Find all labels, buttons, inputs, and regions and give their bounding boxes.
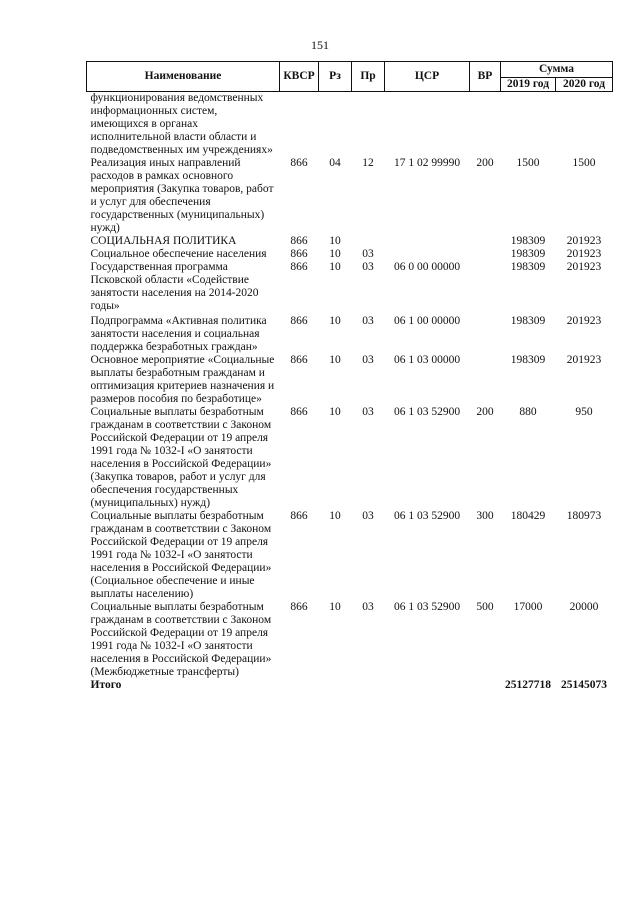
row-sum-2020: 1500	[572, 157, 596, 169]
row-csr	[385, 92, 470, 158]
row-kvsr: 866	[290, 248, 308, 260]
row-pr	[352, 235, 385, 248]
row-kvsr: 866	[290, 157, 308, 169]
row-sum-2019: 198309	[510, 315, 546, 327]
table-row	[87, 601, 613, 679]
total-sum-2020: 25145073	[561, 679, 607, 691]
row-pr: 03	[362, 315, 374, 327]
row-sum-2019	[501, 92, 556, 158]
row-rz: 04	[329, 157, 341, 169]
row-csr: 06 1 03 52900	[393, 406, 461, 418]
row-pr: 03	[362, 354, 374, 366]
row-kvsr	[280, 92, 319, 158]
row-name: функционирования ведомственных информационных систем, имеющихся в органах исполнительной власти области и подведомственных им учреждениях»	[90, 92, 273, 156]
row-kvsr: 866	[290, 354, 308, 366]
row-rz: 10	[329, 235, 341, 247]
row-kvsr: 866	[290, 601, 308, 613]
row-sum-2020: 201923	[566, 235, 602, 247]
table-row	[87, 92, 613, 158]
row-sum-2020: 201923	[566, 248, 602, 260]
table-row	[87, 354, 613, 406]
table-row	[87, 406, 613, 510]
table-row	[87, 315, 613, 354]
row-pr: 03	[362, 261, 374, 273]
row-pr: 03	[362, 510, 374, 522]
row-rz: 10	[329, 601, 341, 613]
header-kvsr: КВСР	[280, 62, 319, 92]
row-vr: 200	[476, 406, 494, 418]
row-sum-2019: 198309	[510, 354, 546, 366]
row-csr: 17 1 02 99990	[393, 157, 461, 169]
row-name: Социальные выплаты безработным гражданам в соответствии с Законом Российской Федерации от 19 апреля 1991 года № 1032-I «О занятости населения в Российской Федерации» (Закупка товаров, работ и услуг для обеспечения государственных (муниципальных) нужд)	[90, 406, 272, 509]
row-kvsr: 866	[290, 235, 308, 247]
row-name: Реализация иных направлений расходов в рамках основного мероприятия (Закупка товаров, работ и услуг для обеспечения государственных (муниципальных) нужд)	[90, 157, 274, 234]
row-kvsr: 866	[290, 315, 308, 327]
row-rz: 10	[329, 315, 341, 327]
header-vr: ВР	[470, 62, 501, 92]
row-vr: 500	[476, 601, 494, 613]
row-sum-2019: 1500	[516, 157, 540, 169]
row-sum-2020	[556, 92, 613, 158]
table-row	[87, 261, 613, 313]
row-pr: 03	[362, 601, 374, 613]
row-sum-2019: 198309	[510, 261, 546, 273]
row-vr	[470, 354, 501, 406]
table-row	[87, 510, 613, 601]
row-name: Социальные выплаты безработным гражданам в соответствии с Законом Российской Федерации от 19 апреля 1991 года № 1032-I «О занятости населения в Российской Федерации» (Межбюджетные трансферты)	[90, 601, 272, 678]
row-rz: 10	[329, 406, 341, 418]
row-sum-2020: 201923	[566, 261, 602, 273]
header-name: Наименование	[87, 62, 280, 92]
table-header	[87, 62, 613, 92]
row-csr	[385, 235, 470, 248]
header-pr: Пр	[352, 62, 385, 92]
table-row	[87, 157, 613, 235]
row-name: Государственная программа Псковской области «Содействие занятости населения на 2014-2020 годы»	[90, 261, 259, 312]
row-pr	[352, 92, 385, 158]
row-sum-2019: 17000	[513, 601, 543, 613]
row-pr: 12	[362, 157, 374, 169]
row-vr: 200	[476, 157, 494, 169]
total-row	[87, 679, 613, 692]
row-rz: 10	[329, 510, 341, 522]
row-sum-2020: 950	[575, 406, 593, 418]
row-sum-2019: 180429	[510, 510, 546, 522]
row-vr	[470, 92, 501, 158]
row-csr: 06 1 03 52900	[393, 510, 461, 522]
row-csr	[385, 248, 470, 261]
row-pr: 03	[362, 406, 374, 418]
row-vr	[470, 248, 501, 261]
row-csr: 06 1 03 52900	[393, 601, 461, 613]
row-kvsr: 866	[290, 406, 308, 418]
header-year-2020: 2020 год	[556, 78, 613, 92]
row-name: Социальное обеспечение населения	[90, 248, 267, 260]
row-vr: 300	[476, 510, 494, 522]
row-name: Основное мероприятие «Социальные выплаты безработным гражданам и оптимизация критериев назначения и размеров пособия по безработице»	[90, 354, 275, 405]
row-sum-2019: 880	[519, 406, 537, 418]
row-csr: 06 1 03 00000	[393, 354, 461, 366]
row-csr: 06 0 00 00000	[393, 261, 461, 273]
row-rz: 10	[329, 261, 341, 273]
header-rz: Рз	[319, 62, 352, 92]
row-sum-2020: 20000	[569, 601, 599, 613]
row-name: СОЦИАЛЬНАЯ ПОЛИТИКА	[90, 235, 237, 247]
header-csr: ЦСР	[385, 62, 470, 92]
row-sum-2020: 201923	[566, 315, 602, 327]
header-year-2019: 2019 год	[501, 78, 556, 92]
row-name: Социальные выплаты безработным гражданам в соответствии с Законом Российской Федерации от 19 апреля 1991 года № 1032-I «О занятости населения в Российской Федерации» (Социальное обеспечение и иные выплаты населению)	[90, 510, 272, 600]
row-sum-2019: 198309	[510, 248, 546, 260]
row-rz: 10	[329, 354, 341, 366]
row-csr: 06 1 00 00000	[393, 315, 461, 327]
total-sum-2019: 25127718	[505, 679, 551, 691]
row-sum-2020: 180973	[566, 510, 602, 522]
row-vr	[470, 261, 501, 313]
row-rz: 10	[329, 248, 341, 260]
row-sum-2019: 198309	[510, 235, 546, 247]
total-label: Итого	[90, 679, 122, 691]
row-pr: 03	[362, 248, 374, 260]
row-vr	[470, 315, 501, 354]
row-kvsr: 866	[290, 510, 308, 522]
row-rz	[319, 92, 352, 158]
row-name: Подпрограмма «Активная политика занятости населения и социальная поддержка безработных граждан»	[90, 315, 267, 353]
table-body	[87, 92, 613, 693]
row-vr	[470, 235, 501, 248]
row-kvsr: 866	[290, 261, 308, 273]
table-row	[87, 248, 613, 261]
header-sum: Сумма	[501, 62, 613, 78]
budget-table	[86, 61, 613, 692]
row-sum-2020: 201923	[566, 354, 602, 366]
table-row	[87, 235, 613, 248]
page-number: 151	[311, 38, 329, 52]
